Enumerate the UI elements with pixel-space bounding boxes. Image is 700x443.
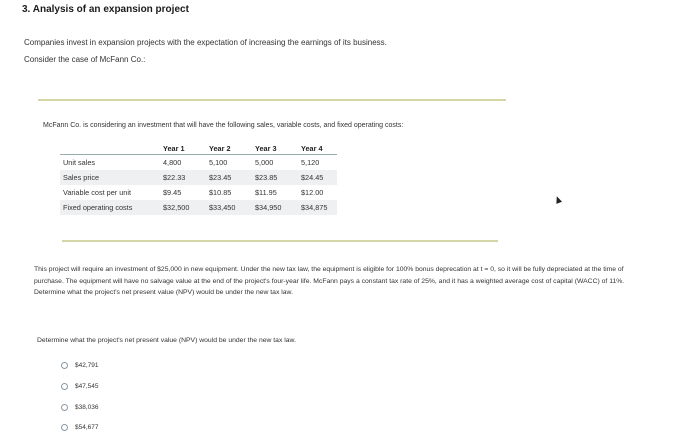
table-cell: $34,950: [251, 200, 297, 215]
answer-option-label: $42,791: [75, 361, 99, 369]
table-cell: 5,120: [297, 155, 337, 171]
table-cell: $23.85: [251, 170, 297, 185]
cost-table: [60, 142, 337, 215]
answer-option-label: $47,545: [75, 382, 99, 390]
radio-button-icon[interactable]: [61, 404, 68, 411]
answer-option[interactable]: [61, 421, 99, 433]
table-header-cell: Year 1: [163, 143, 185, 153]
table-row: [60, 185, 337, 200]
answer-option-label: $38,036: [75, 403, 99, 411]
table-row: [60, 200, 337, 215]
answer-option-label: $54,677: [75, 423, 99, 431]
question-heading: 3. Analysis of an expansion project: [22, 4, 189, 15]
table-row-label: Fixed operating costs: [60, 200, 159, 215]
table-cell: $24.45: [297, 170, 337, 185]
table-cell: $22.33: [159, 170, 205, 185]
radio-button-icon[interactable]: [61, 424, 68, 431]
divider: [38, 99, 506, 101]
table-cell: $33,450: [205, 200, 251, 215]
answer-option[interactable]: [61, 380, 99, 392]
table-cell: $34,875: [297, 200, 337, 215]
table-cell: 4,800: [159, 155, 205, 171]
problem-paragraph: This project will require an investment of $25,000 in new equipment. Under the new tax law, the equipment is eligible for 100% bonus deprecation at t = 0, so it will be fully depreciated at the time of purchase. The equipment will have no salvage value at the end of the project's four-year life. McFann pays a constant tax rate of 25%, and it has a weighted average cost of capital (WACC) of 11%. Determine what the project's net present value (NPV) would be under the new tax law.: [34, 266, 625, 296]
table-row-label: Unit sales: [60, 155, 159, 171]
table-header-cell: [60, 142, 159, 155]
answer-option[interactable]: [61, 401, 99, 413]
table-header-cell: Year 3: [255, 143, 277, 153]
intro-text: Companies invest in expansion projects with the expectation of increasing the earnings of its business.: [24, 38, 387, 47]
question-prompt: Determine what the project's net present value (NPV) would be under the new tax law.: [37, 337, 296, 344]
table-row: [60, 155, 337, 171]
divider: [62, 240, 498, 242]
table-row-label: Sales price: [60, 170, 159, 185]
scenario-text: McFann Co. is considering an investment that will have the following sales, variable costs, and fixed operating costs:: [43, 122, 404, 129]
table-cell: $32,500: [159, 200, 205, 215]
table-cell: $12.00: [301, 188, 324, 197]
mouse-cursor-icon: [554, 195, 562, 204]
table-row: [60, 170, 337, 185]
table-row-label: Variable cost per unit: [63, 188, 132, 197]
table-header-row: [60, 142, 337, 155]
table-header-cell: Year 2: [209, 143, 231, 153]
table-cell: $11.95: [255, 188, 277, 197]
table-cell: $23.45: [205, 170, 251, 185]
table-cell: 5,000: [251, 155, 297, 171]
answer-option[interactable]: [61, 359, 99, 371]
table-header-cell: Year 4: [301, 143, 323, 153]
table-cell: $10.85: [209, 188, 232, 197]
table-cell: $9.45: [163, 188, 182, 197]
consider-text: Consider the case of McFann Co.:: [24, 55, 146, 64]
radio-button-icon[interactable]: [61, 383, 68, 390]
table-cell: 5,100: [205, 155, 251, 171]
radio-button-icon[interactable]: [61, 362, 68, 369]
